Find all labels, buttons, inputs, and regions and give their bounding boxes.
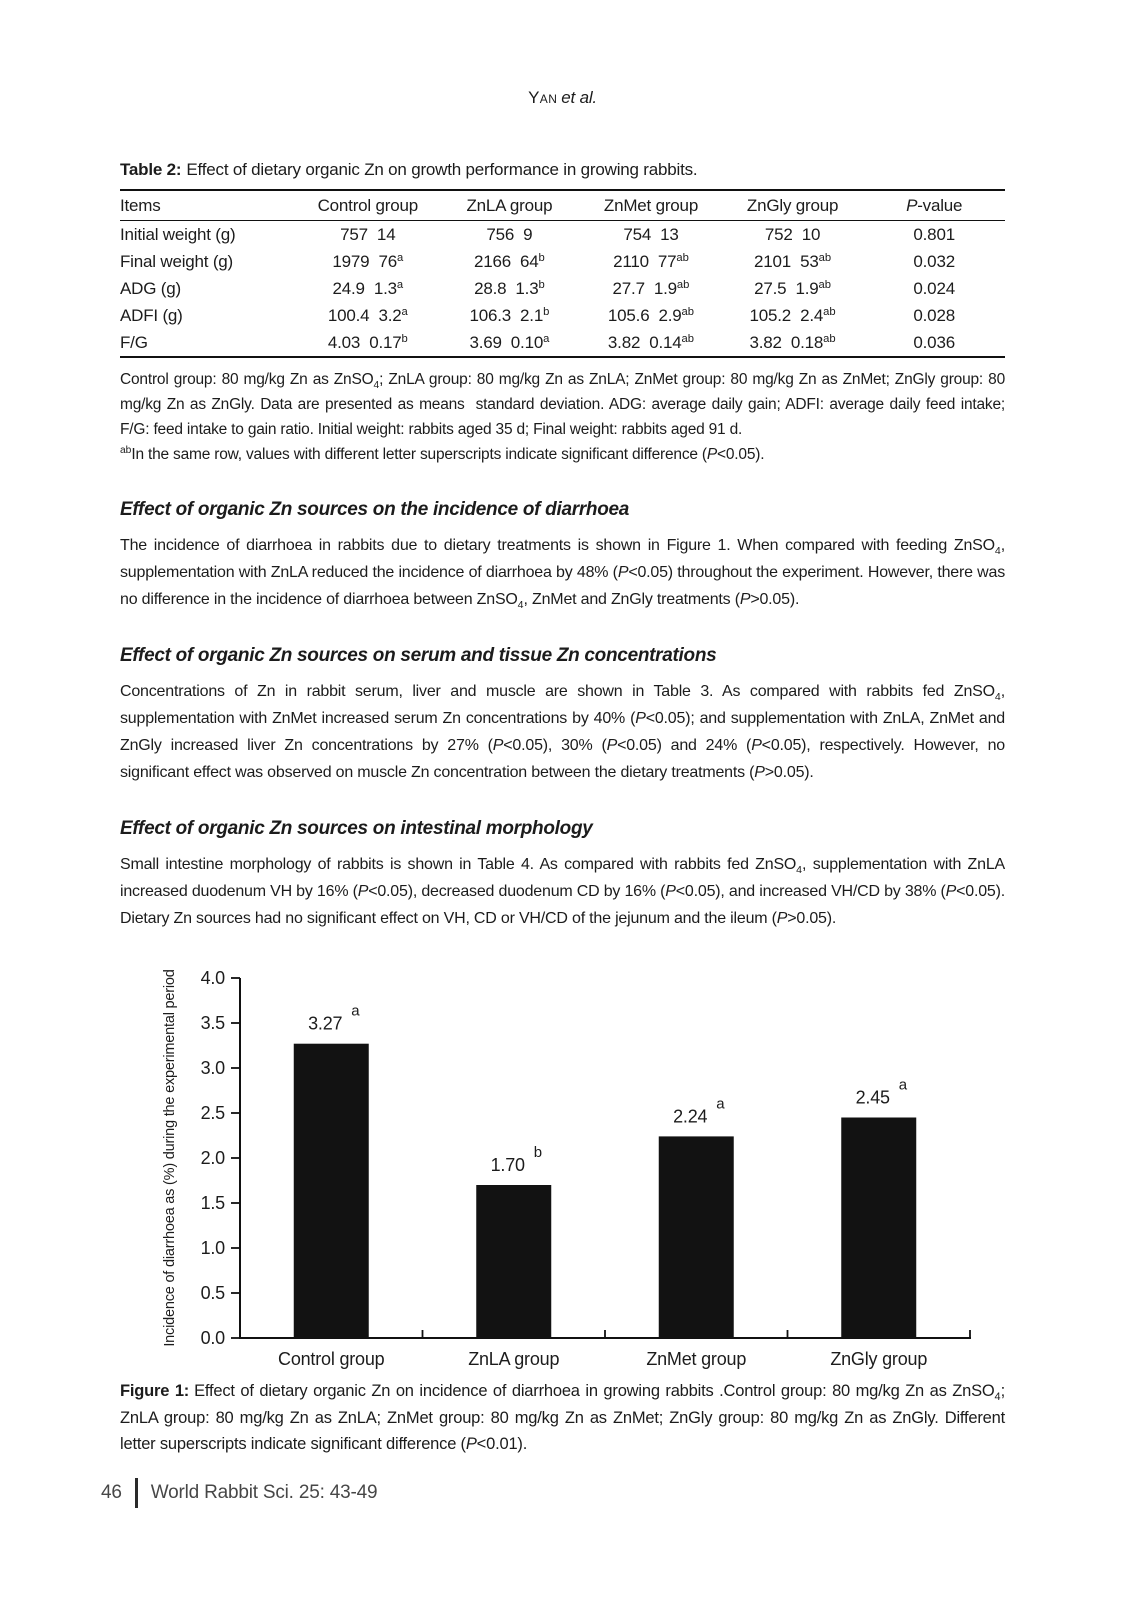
- table-cell: Final weight (g): [120, 251, 234, 271]
- table-cell: 106.3 2.1$^b$: [469, 305, 550, 325]
- x-category-label: ZnMet group: [646, 1349, 747, 1369]
- figure1-caption-text: Effect of dietary organic Zn on incidence of diarrhoea in growing rabbits .Control group: 80 mg/kg Zn as ZnSO$_4$; ZnLA group: 80 mg/kg Zn as ZnLA; ZnMet group: 80 mg/kg Zn as ZnMet; ZnGly group: 80 mg/kg Zn as ZnGly. Different letter superscripts indicate significant difference (P<0.01).: [120, 1382, 1005, 1453]
- y-tick-label: 2.0: [200, 1148, 225, 1168]
- section-paragraph: Small intestine morphology of rabbits is shown in Table 4. As compared with rabbits fed ZnSO$_4$, supplementation with ZnLA increased duodenum VH by 16% (P<0.05), decreased duodenum CD by 16% (P<0.05), and increased VH/CD by 38% (P<0.05). Dietary Zn sources had no significant effect on VH, CD or VH/CD of the jejunum and the ileum (P>0.05).: [120, 856, 1005, 927]
- table2-caption: [120, 160, 1005, 180]
- bar-sig-letter: a: [351, 1002, 360, 1020]
- y-tick-label: 0.0: [200, 1328, 225, 1348]
- section: [120, 499, 1005, 613]
- bar-sig-letter: b: [533, 1144, 542, 1161]
- bar: [659, 1136, 734, 1338]
- diarrhoea-bar-chart: [120, 942, 1005, 1374]
- table2-col-header: ZnGly group: [722, 190, 864, 221]
- figure1-caption-label: Figure 1:: [120, 1382, 190, 1400]
- section-heading: Effect of organic Zn sources on intestinal morphology: [120, 818, 593, 839]
- table-cell: 1979 76$^a$: [332, 251, 404, 271]
- table2-caption-label: Table 2:: [120, 160, 182, 179]
- table2-caption-text: Effect of dietary organic Zn on growth performance in growing rabbits.: [186, 160, 698, 179]
- table-cell: 756 9: [486, 224, 533, 244]
- table-cell: 754 13: [623, 224, 679, 244]
- running-head-author: Yan: [528, 88, 558, 107]
- bar-sig-letter: a: [898, 1076, 907, 1094]
- table-footnote: Control group: 80 mg/kg Zn as ZnSO$_4$; ZnLA group: 80 mg/kg Zn as ZnLA; ZnMet group: 80 mg/kg Zn as ZnMet; ZnGly group: 80 mg/kg Zn as ZnGly. Data are presented as means standard deviation. ADG: average daily gain; ADFI: average daily feed intake; F/G: feed intake to gain ratio. Initial weight: rabbits aged 35 d; Final weight: rabbits aged 91 d.: [120, 371, 1005, 438]
- table-cell: 0.801: [913, 224, 955, 244]
- y-tick-label: 1.0: [200, 1238, 225, 1258]
- journal-reference: World Rabbit Sci. 25: 43-49: [150, 1481, 378, 1503]
- table2-col-header: Control group: [297, 190, 439, 221]
- table-cell: ADFI (g): [120, 305, 183, 325]
- y-tick-label: 0.5: [200, 1283, 225, 1303]
- section-paragraph: The incidence of diarrhoea in rabbits due to dietary treatments is shown in Figure 1. When compared with feeding ZnSO$_4$, supplementation with ZnLA reduced the incidence of diarrhoea by 48% (P<0.05) throughout the experiment. However, there was no difference in the incidence of diarrhoea between ZnSO$_4$, ZnMet and ZnGly treatments (P>0.05).: [120, 537, 1006, 611]
- y-tick-label: 2.5: [200, 1103, 225, 1123]
- table2-header-row: [120, 190, 1005, 221]
- running-head-etal: et al.: [561, 88, 597, 107]
- y-tick-label: 4.0: [200, 968, 225, 988]
- table-cell: 27.7 1.9$^{ab}$: [612, 278, 690, 298]
- table2-col-header: ZnLA group: [439, 190, 581, 221]
- table-row: [120, 221, 1005, 249]
- bar: [476, 1185, 551, 1338]
- sections: [120, 499, 1005, 932]
- table2: [120, 189, 1005, 358]
- table-cell: F/G: [120, 332, 148, 352]
- table2-body: [120, 221, 1005, 358]
- bar: [841, 1118, 916, 1339]
- bar-value-label: 2.24: [673, 1106, 708, 1127]
- table-cell: 752 10: [764, 224, 821, 244]
- table-cell: 3.82 0.14$^{ab}$: [607, 332, 695, 352]
- running-head: [120, 88, 1005, 108]
- section-heading: Effect of organic Zn sources on the incidence of diarrhoea: [120, 499, 630, 520]
- x-category-label: ZnLA group: [468, 1349, 560, 1369]
- x-category-label: ZnGly group: [830, 1349, 928, 1369]
- table-cell: 0.036: [913, 332, 955, 352]
- y-tick-label: 3.0: [200, 1058, 225, 1078]
- table2-col-header: Items: [120, 190, 297, 221]
- table-cell: 105.6 2.9$^{ab}$: [607, 305, 695, 325]
- table-cell: 2110 $77^{ab}$: [613, 251, 689, 271]
- chart-svg: [120, 942, 1005, 1374]
- table2-footnotes: [120, 367, 1005, 467]
- bar-value-label: 2.45: [855, 1087, 890, 1108]
- page-number: 46: [101, 1481, 122, 1503]
- table-cell: ADG (g): [120, 278, 181, 298]
- table-cell: 3.82 0.18$^{ab}$: [749, 332, 836, 352]
- figure1: [120, 942, 1005, 1458]
- bar-sig-letter: a: [716, 1095, 725, 1113]
- table-cell: Initial weight (g): [120, 224, 236, 244]
- table-row: [120, 275, 1005, 302]
- y-axis-title: Incidence of diarrhoea as (%) during the experimental period: [162, 969, 178, 1347]
- table-cell: 27.5 1.9$^{ab}$: [754, 278, 831, 298]
- table-row: [120, 248, 1005, 275]
- bar-value-label: 3.27: [308, 1013, 343, 1034]
- table-cell: 3.69 0.10$^a$: [469, 332, 550, 352]
- footer-divider: [135, 1478, 138, 1508]
- table2-col-header: ZnMet group: [580, 190, 722, 221]
- table-cell: 28.8 1.3$^b$: [474, 278, 545, 298]
- table-cell: 24.9 1.3$^a$: [332, 278, 404, 298]
- bar-value-label: 1.70: [490, 1155, 525, 1175]
- section-heading: Effect of organic Zn sources on serum and tissue Zn concentrations: [120, 645, 717, 666]
- table-row: [120, 329, 1005, 357]
- table2-col-header: P-value: [863, 190, 1005, 221]
- y-tick-label: 1.5: [200, 1193, 225, 1213]
- section-paragraph: Concentrations of Zn in rabbit serum, liver and muscle are shown in Table 3. As compared with rabbits fed ZnSO$_4$, supplementation with ZnMet increased serum Zn concentrations by 40% (P<0.05); and supplementation with ZnLA, ZnMet and ZnGly increased liver Zn concentrations by 27% (P<0.05), 30% (P<0.05) and 24% (P<0.05), respectively. However, no significant effect was observed on muscle Zn concentration between the dietary treatments (P>0.05).: [120, 683, 1006, 781]
- table-cell: 0.028: [913, 305, 955, 325]
- section: [120, 645, 1005, 786]
- table-cell: 4.03 0.17$^b$: [327, 332, 408, 352]
- table-cell: 105.2 2.4$^{ab}$: [749, 305, 836, 325]
- bar: [294, 1044, 369, 1338]
- page-footer: [101, 1478, 1005, 1508]
- table-row: [120, 302, 1005, 329]
- y-tick-label: 3.5: [200, 1013, 225, 1033]
- table-cell: 100.4 3.2$^a$: [327, 305, 408, 325]
- x-category-label: Control group: [278, 1349, 385, 1369]
- table-footnote: $^{ab}$In the same row, values with different letter superscripts indicate significant difference (P<0.05).: [120, 445, 765, 463]
- table-cell: 2101 $53^{ab}$: [754, 251, 832, 271]
- figure1-caption: [120, 1378, 1005, 1458]
- table-cell: 757 14: [340, 224, 396, 244]
- table-cell: 0.032: [913, 251, 955, 271]
- table-cell: 0.024: [913, 278, 955, 298]
- table-cell: 2166 64$^b$: [473, 251, 545, 271]
- section: [120, 818, 1005, 932]
